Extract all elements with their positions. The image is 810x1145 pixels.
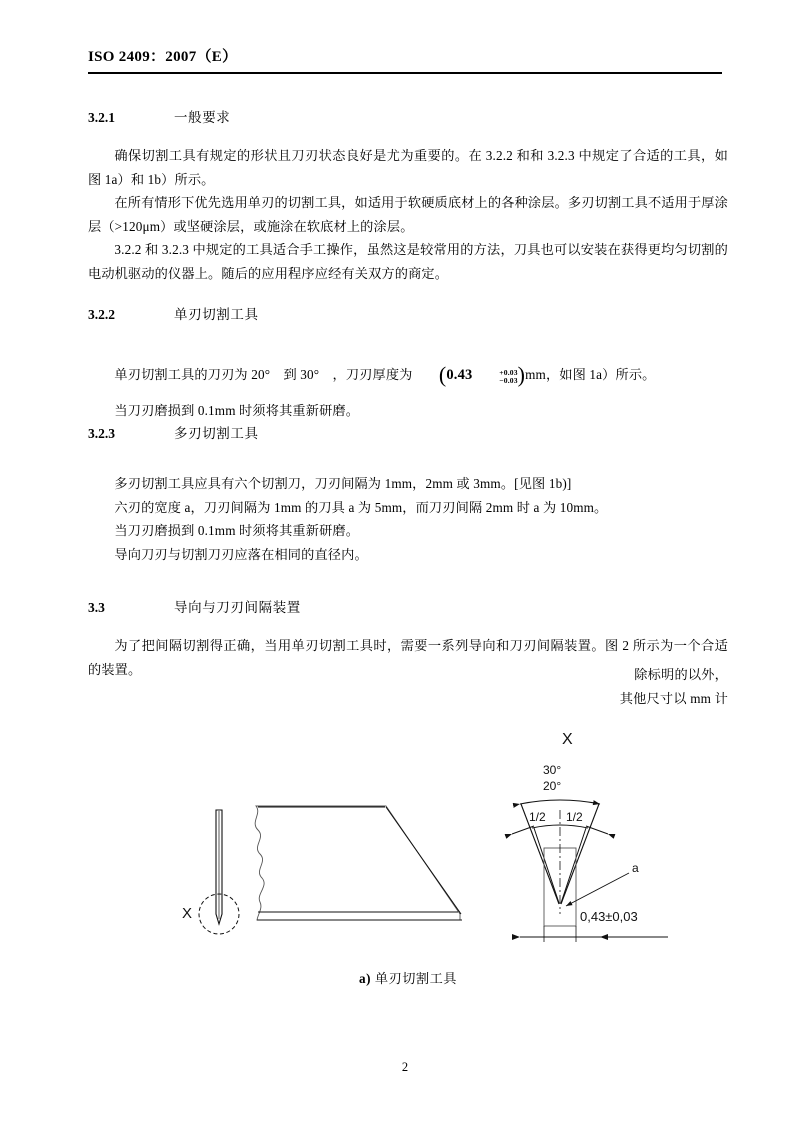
figure-caption-text: 单刃切割工具 [374, 971, 457, 986]
spacer [88, 616, 728, 634]
section-title: 一般要求 [174, 110, 231, 125]
thickness-tolerance-formula [413, 363, 526, 389]
document-body [88, 106, 728, 681]
section-number: 3.2.3 [88, 426, 115, 442]
spacer [88, 285, 728, 303]
formula-open-paren: ( [438, 362, 447, 387]
header-divider [88, 72, 722, 74]
paragraph-3-2-2-1 [88, 363, 728, 389]
spacer [88, 126, 728, 144]
spacer [88, 566, 728, 596]
paragraph-3-2-1-3: 3.2.2 和 3.2.3 中规定的工具适合手工操作，虽然这是较常用的方法，刀具也可以安装在获得更均匀切割的电动机驱动的仪器上。随后的应用程序应经有关双方的商定。 [88, 242, 728, 281]
thickness-dimension-label: 0,43±0,03 [580, 909, 638, 924]
section-title: 多刃切割工具 [174, 426, 259, 442]
tip-label-a: a [632, 861, 639, 875]
formula-lower-tolerance: −0.03 [499, 375, 518, 385]
paragraph-3-2-3-4: 导向刀刃与切割刀刃应落在相同的直径内。 [114, 546, 368, 562]
half-angle-right-label: 1/2 [566, 810, 583, 824]
section-heading-3-2-1 [88, 106, 728, 126]
half-angle-left-label: 1/2 [529, 810, 546, 824]
left-side-view [199, 806, 462, 934]
angle-outer-label: 30° [543, 763, 562, 777]
figure-caption-label: a) [359, 971, 372, 986]
paragraph-3-2-1-1: 确保切割工具有规定的形状且刀刃状态良好是尤为重要的。在 3.2.2 和和 3.2.3 中规定了合适的工具，如图 1a）和 1b）所示。 [88, 148, 728, 187]
section-number: 3.2.2 [88, 307, 115, 322]
section-heading-3-2-3 [88, 422, 728, 442]
page-footer [0, 1060, 810, 1075]
tip-leader-line [566, 873, 629, 906]
wedge-inner-left-flank [534, 828, 559, 903]
spacer [88, 323, 728, 363]
section-title: 导向与刀刃间隔装置 [174, 600, 301, 616]
dimension-units-note [88, 663, 728, 712]
formula-tolerance-stack [473, 369, 518, 385]
page-header [88, 48, 722, 74]
section-number: 3.2.1 [88, 110, 115, 125]
detail-marker-left-label: X [182, 905, 193, 922]
paragraph-3-3-1: 为了把间隔切割得正确，当用单刃切割工具时，需要一系列导向和刀刃间隔装置。图 2 所示为一个合适的装置。 [88, 638, 728, 677]
paragraph-3-2-2-2: 当刀刃磨损到 0.1mm 时须将其重新研磨。 [114, 402, 360, 418]
section-heading-3-2-2 [88, 303, 728, 323]
note-line-1: 除标明的以外， [634, 667, 728, 682]
spacer [88, 442, 728, 472]
wedge-inner-right-flank [561, 828, 586, 903]
section-heading-3-3 [88, 596, 728, 616]
paragraph-3-2-3-3: 当刀刃磨损到 0.1mm 时须将其重新研磨。 [114, 523, 360, 539]
blade-body-outline [255, 806, 460, 920]
blade-thickness-suffix: mm，如图 1a）所示。 [525, 367, 656, 382]
detail-view-x [512, 731, 668, 942]
document-standard-title: ISO 2409：2007（E） [88, 49, 238, 65]
paragraph-3-2-3-2: 六刃的宽度 a，刀刃间隔为 1mm 的刀具 a 为 5mm，而刀刃间隔 2mm 时 a 为 10mm。 [114, 499, 608, 515]
note-line-2: 其他尺寸以 mm 计 [619, 691, 728, 707]
section-title: 单刃切割工具 [174, 307, 259, 322]
formula-nominal-value: 0.43 [446, 367, 473, 383]
figure-1a-single-blade-tool [88, 718, 728, 1018]
angle-inner-label: 20° [543, 779, 562, 793]
detail-marker-right-label: X [562, 731, 573, 748]
paragraph-3-2-3-1: 多刃切割工具应具有六个切割刀，刀刃间隔为 1mm，2mm 或 3mm。[见图 1b)] [114, 476, 572, 492]
spacer [88, 389, 728, 399]
formula-upper-tolerance: +0.03 [499, 367, 518, 377]
section-number: 3.3 [88, 600, 105, 616]
figure-drawing-svg [88, 718, 728, 968]
page-number: 2 [401, 1060, 409, 1074]
blade-angle-text: 单刃切割工具的刀刃为 20° 到 30° ，刀刃厚度为 [114, 367, 413, 382]
figure-caption [88, 968, 728, 987]
paragraph-3-2-1-2: 在所有情形下优先选用单刃的切割工具，如适用于软硬质底材上的各种涂层。多刃切割工具不适用于厚涂层（>120μm）或坚硬涂层，或施涂在软底材上的涂层。 [88, 195, 728, 234]
formula-close-paren: ) [517, 362, 526, 387]
angle-outer-arc-dimension [520, 800, 600, 804]
